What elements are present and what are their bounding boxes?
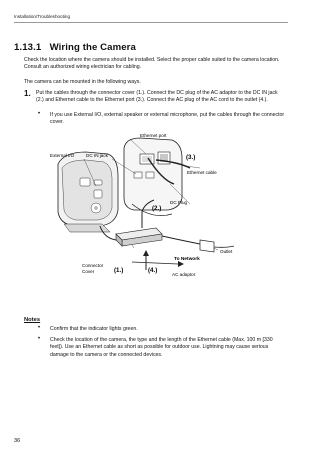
label-cover: Cover: [82, 269, 95, 274]
label-ethernet-cable: Ethernet cable: [187, 170, 217, 175]
label-outlet: Outlet: [220, 249, 233, 254]
bullet-icon: •: [38, 325, 41, 331]
callout-4: (4.): [148, 267, 158, 274]
label-to-network: To Network: [174, 257, 200, 262]
page-number: 36: [14, 438, 21, 444]
bullet-icon: •: [38, 111, 41, 117]
step-number: 1.: [24, 89, 31, 98]
callout-3: (3.): [186, 154, 196, 161]
callout-2: (2.): [152, 205, 162, 212]
step-bullet-text: If you use External I/O, external speaker or external microphone, put the cables through the connector cover.: [50, 112, 285, 126]
label-dc-plug: DC Plug: [170, 200, 188, 205]
section-number: 1.13.1: [14, 42, 42, 53]
callout-1: (1.): [114, 267, 124, 274]
section-heading: Wiring the Camera: [49, 42, 136, 53]
section-title: [14, 42, 136, 53]
note-item-1: Confirm that the indicator lights green.: [50, 326, 138, 332]
intro-paragraph-2: The camera can be mounted in the following ways.: [24, 79, 141, 85]
label-dc-in-jack: DC IN jack: [86, 153, 108, 158]
notes-title: Notes: [24, 317, 41, 323]
step-text: Put the cables through the connector cover (1.). Connect the DC plug of the AC adaptor to the DC IN jack (2.) and Ethernet cable to the Ethernet port (3.). Connect the AC plug of the AC cord to the outlet (4.).: [36, 90, 278, 104]
label-external-io: External I/O: [50, 153, 75, 158]
wiring-diagram: [50, 128, 250, 306]
note-item-2: Check the location of the camera, the type and the length of the Ethernet cable (Max. 100 m [330 feet]). Use an Ethernet cable as short as possible for outdoor use. Lightning may cause serious damage to the camera or the connected devices.: [50, 337, 273, 358]
running-head: Installation/Troubleshooting: [14, 14, 71, 19]
label-ethernet-port: Ethernet port: [140, 133, 167, 138]
header-rule: [14, 22, 288, 23]
camera-illustration: [58, 152, 118, 232]
intro-paragraph-1: Check the location where the camera should be installed. Select the proper cable suited to the camera location. Consult an authorized wiring electrician for cabling.: [24, 57, 280, 71]
bullet-icon: •: [38, 336, 41, 342]
label-connector: Connector: [82, 263, 104, 268]
label-ac-adaptor: AC adaptor: [172, 272, 196, 277]
